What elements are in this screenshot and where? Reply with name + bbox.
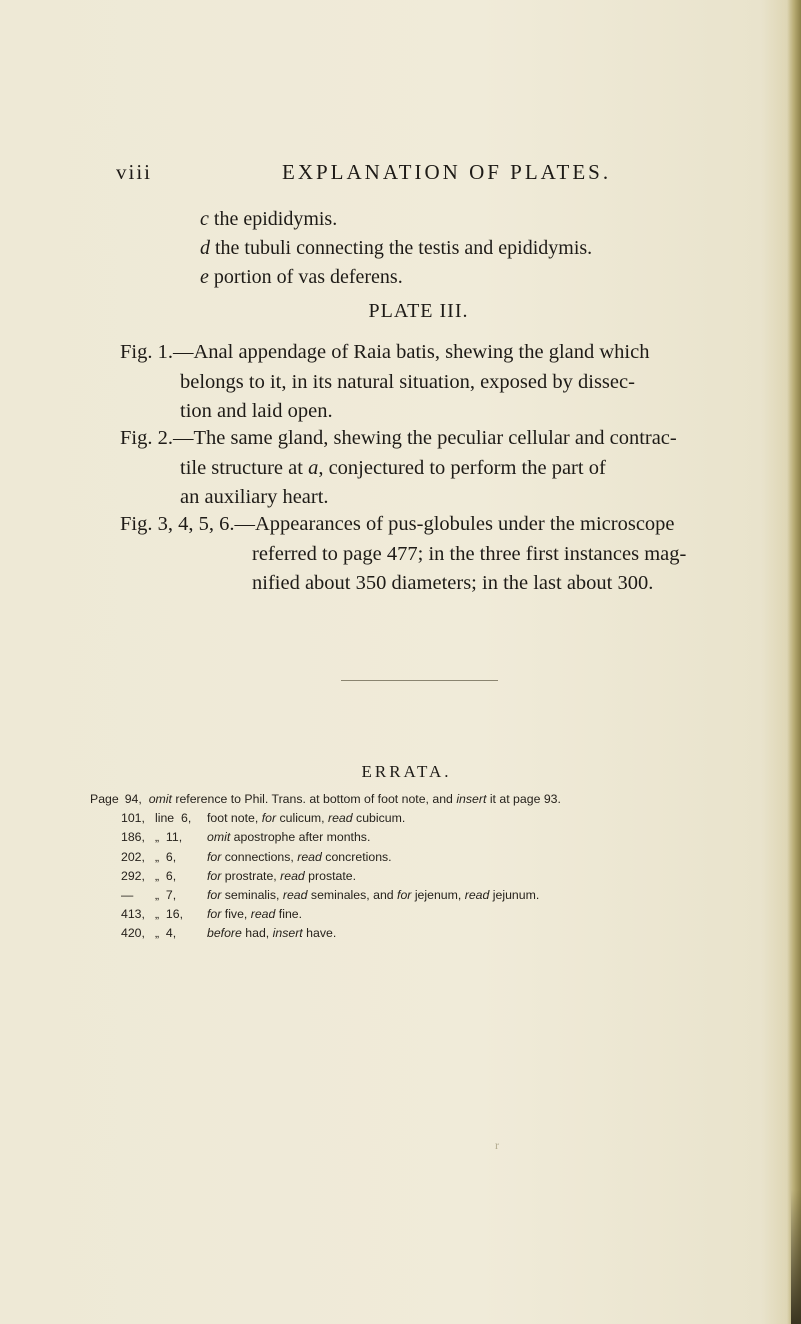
figure-label: Fig. 1. xyxy=(120,341,173,363)
figure-line: tion and laid open. xyxy=(180,400,333,422)
legend-text: the epididymis. xyxy=(213,208,338,230)
errata-entry xyxy=(121,905,592,924)
errata-instruction: insert xyxy=(456,792,487,806)
errata-instruction: omit xyxy=(207,830,231,845)
figure-text: —Appearances of pus-globules under the microscope xyxy=(234,513,675,535)
figure-line: referred to page 477; in the three first instances mag- xyxy=(252,542,687,565)
errata-page: 94, xyxy=(124,792,142,806)
errata-line: „ 6, xyxy=(155,849,177,864)
errata-entry xyxy=(90,790,561,809)
errata-instruction: read xyxy=(464,888,490,903)
legend-key: e xyxy=(200,266,209,288)
errata-page: 420, xyxy=(121,926,145,941)
errata-instruction: insert xyxy=(272,926,303,941)
plate-heading xyxy=(0,300,801,323)
running-header xyxy=(0,160,801,190)
errata-page: 186, xyxy=(121,830,145,845)
errata-entry xyxy=(121,867,592,886)
errata-line: „ 11, xyxy=(155,830,183,845)
errata-page: 202, xyxy=(121,849,145,864)
errata-line: „ 4, xyxy=(155,926,177,941)
page-number: viii xyxy=(116,160,153,184)
figure-3-6-description xyxy=(120,510,687,599)
errata-text: jejunum. xyxy=(489,888,540,903)
errata-page-prefix: Page xyxy=(90,792,119,806)
figure-line xyxy=(120,338,675,368)
legend-item xyxy=(200,205,592,234)
errata-text: it at page 93. xyxy=(486,792,561,806)
errata-text: apostrophe after months. xyxy=(230,830,371,845)
figure-line xyxy=(120,510,675,540)
errata-entry xyxy=(121,886,592,905)
figure-line: nified about 350 diameters; in the last about 300. xyxy=(252,572,654,594)
page-edge-dark xyxy=(791,1190,801,1324)
figure-label: Fig. 3, 4, 5, 6. xyxy=(120,513,235,535)
errata-instruction: read xyxy=(280,868,305,883)
errata-entry xyxy=(121,809,592,828)
errata-text: have. xyxy=(302,926,337,941)
errata-page: 292, xyxy=(121,868,145,883)
errata-text: cubicum. xyxy=(352,811,406,826)
errata-correction xyxy=(207,905,302,924)
legend-item xyxy=(200,234,592,263)
stray-mark: r xyxy=(495,1138,499,1152)
errata-text: culicum, xyxy=(276,811,328,826)
errata-instruction: for xyxy=(207,849,222,864)
legend-text: portion of vas deferens. xyxy=(213,266,403,288)
figure-line: belongs to it, in its natural situation, exposed by dissec- xyxy=(180,370,635,393)
figure-1-description xyxy=(120,338,675,427)
errata-instruction: omit xyxy=(148,792,172,806)
errata-text: prostrate, xyxy=(221,868,281,883)
figure-2-description xyxy=(120,424,675,513)
errata-text: connections, xyxy=(221,849,298,864)
figure-text: —The same gland, shewing the peculiar cellular and contrac- xyxy=(172,427,677,449)
errata-heading-text: ERRATA. xyxy=(361,762,452,781)
errata-text: five, xyxy=(221,907,251,922)
errata-instruction: read xyxy=(297,849,322,864)
errata-page: — xyxy=(121,888,134,903)
errata-line: „ 16, xyxy=(155,907,184,922)
figure-line xyxy=(120,424,675,454)
errata-instruction: read xyxy=(282,888,308,903)
figure-label: Fig. 2. xyxy=(120,427,173,449)
running-title: EXPLANATION OF PLATES. xyxy=(282,160,612,184)
errata-text: reference to Phil. Trans. at bottom of foot note, and xyxy=(171,792,457,806)
errata-line: „ 6, xyxy=(155,868,177,883)
errata-correction xyxy=(207,848,392,867)
legend-key: c xyxy=(200,208,209,230)
errata-text: seminalis, xyxy=(221,888,283,903)
legend-key: d xyxy=(200,237,210,259)
errata-text: had, xyxy=(241,926,273,941)
errata-heading xyxy=(0,762,801,782)
errata-line: line 6, xyxy=(155,811,192,826)
errata-text: foot note, xyxy=(207,811,262,826)
errata-instruction: for xyxy=(397,888,412,903)
errata-text: fine. xyxy=(275,907,303,922)
errata-correction xyxy=(207,809,405,828)
errata-entry xyxy=(121,828,592,847)
figure-line: an auxiliary heart. xyxy=(180,486,329,508)
errata-instruction: for xyxy=(207,888,222,903)
section-divider xyxy=(341,680,498,681)
errata-correction xyxy=(207,867,356,886)
errata-entry xyxy=(121,924,592,943)
errata-text: prostate. xyxy=(304,868,357,883)
errata-instruction: read xyxy=(250,907,276,922)
errata-list xyxy=(90,790,592,944)
errata-page: 101, xyxy=(121,811,145,826)
errata-correction xyxy=(207,828,370,847)
plate-heading-text: PLATE III. xyxy=(368,300,469,322)
errata-correction xyxy=(149,790,561,809)
legend-text: the tubuli connecting the testis and epididymis. xyxy=(215,237,593,259)
errata-instruction: before xyxy=(207,926,242,941)
errata-correction xyxy=(207,886,539,905)
errata-entry xyxy=(121,848,592,867)
figure-letter: a xyxy=(308,456,319,479)
errata-text: seminales, and xyxy=(307,888,398,903)
page-edge-shadow xyxy=(787,0,801,1324)
legend-item xyxy=(200,263,592,292)
errata-instruction: read xyxy=(328,811,353,826)
errata-correction xyxy=(207,924,336,943)
errata-instruction: for xyxy=(207,907,222,922)
errata-instruction: for xyxy=(207,868,222,883)
figure-text: , conjectured to perform the part of xyxy=(318,456,606,479)
figure-text: —Anal appendage of Raia batis, shewing the gland which xyxy=(172,341,650,363)
errata-page: 413, xyxy=(121,907,145,922)
errata-text: concretions. xyxy=(321,849,392,864)
errata-instruction: for xyxy=(261,811,277,826)
figure-text: tile structure at xyxy=(180,456,303,479)
plate-legend xyxy=(200,205,592,292)
figure-line xyxy=(120,454,675,484)
errata-text: jejenum, xyxy=(411,888,465,903)
errata-line: „ 7, xyxy=(155,888,177,903)
